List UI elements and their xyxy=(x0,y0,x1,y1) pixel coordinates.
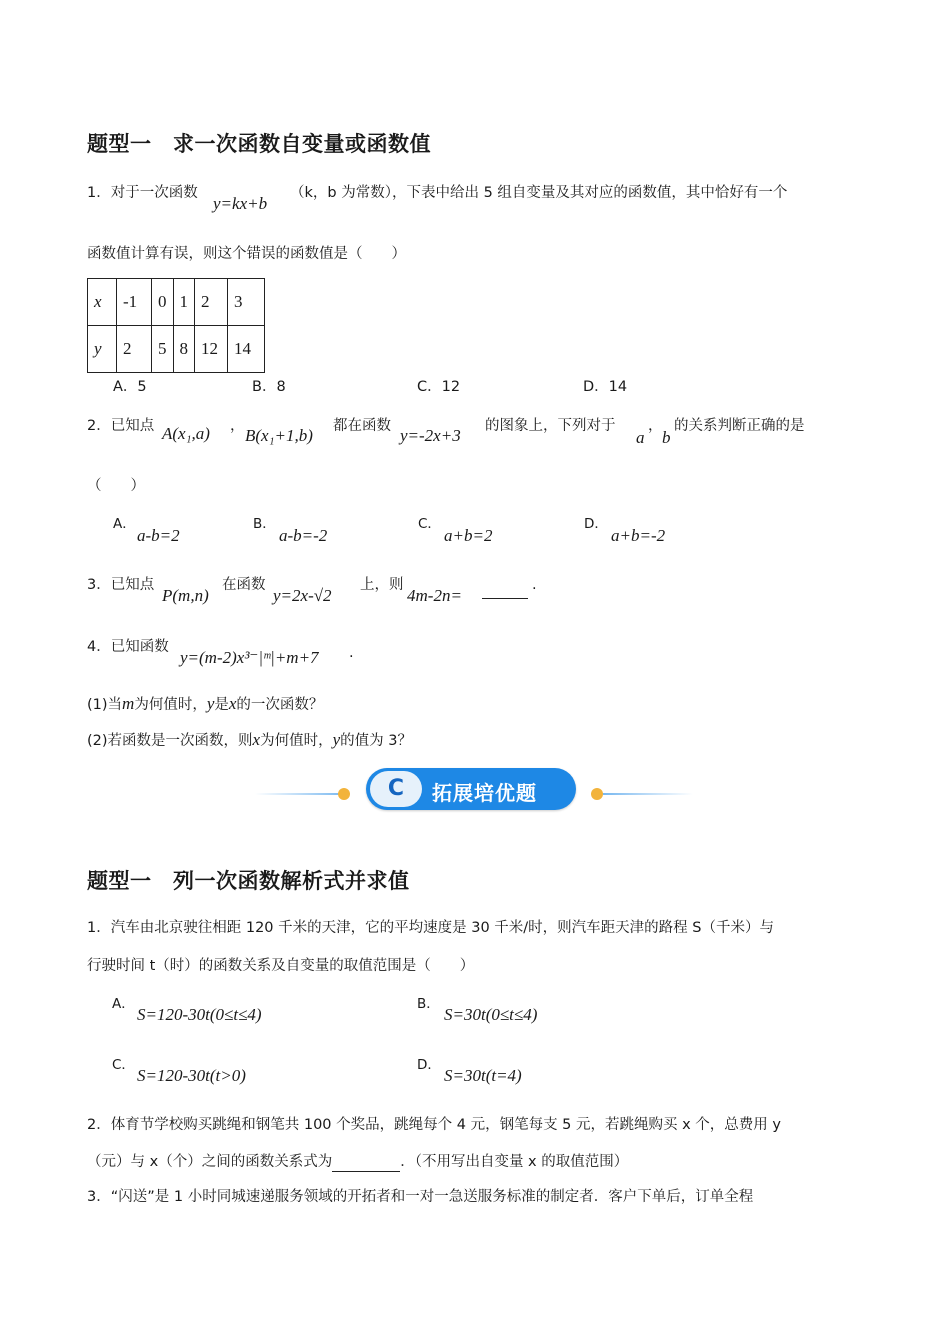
formula: B(x₁+1,b) xyxy=(245,426,313,445)
option-c-formula[interactable]: S=120-30t(t>0) xyxy=(137,1066,246,1085)
question-text: 已知点 xyxy=(110,577,155,593)
question-text: (2)若函数是一次函数，则 xyxy=(87,733,253,749)
formula: A(x₁,a) xyxy=(162,424,210,443)
formula: y=kx+b xyxy=(213,194,268,213)
question-number: 1． xyxy=(87,185,111,201)
table-header-x: x xyxy=(88,279,117,326)
question-text: 已知点 xyxy=(110,418,155,434)
formula: 4m-2n= xyxy=(407,586,462,605)
table-header-y: y xyxy=(88,326,117,373)
formula: y xyxy=(206,694,215,713)
question-text: 的图象上，下列对于 xyxy=(485,418,616,434)
question-number: 2． xyxy=(87,1117,111,1133)
section-title: 题型一 列一次函数解析式并求值 xyxy=(87,869,410,893)
question-text: （ ） xyxy=(87,478,145,494)
table-cell: 1 xyxy=(173,279,195,326)
table-cell: -1 xyxy=(117,279,152,326)
option-b-label[interactable]: B． xyxy=(417,996,440,1012)
option-d-label[interactable]: D． xyxy=(584,516,608,532)
question-text: 在函数 xyxy=(222,577,266,593)
question-text: 是 xyxy=(214,697,229,713)
question-number: 4． xyxy=(87,639,111,655)
option-a-label[interactable]: A． xyxy=(113,516,136,532)
question-text: 行驶时间 t（时）的函数关系及自变量的取值范围是（ ） xyxy=(87,958,475,974)
option-b-formula[interactable]: a-b=-2 xyxy=(279,526,328,545)
question-text: . xyxy=(349,645,354,661)
question-text: 都在函数 xyxy=(333,418,391,434)
question-1 xyxy=(87,918,774,938)
question-text: “闪送”是 1 小时同城速递服务领域的开拓者和一对一急送服务标准的制定者．客户下单后，订单全程 xyxy=(110,1189,754,1205)
answer-blank[interactable] xyxy=(332,1157,400,1172)
table-row xyxy=(88,279,265,326)
question-text: . xyxy=(532,577,537,593)
question-text: （k，b 为常数），下表中给出 5 组自变量及其对应的函数值，其中恰好有一个 xyxy=(290,185,788,201)
option-b-label[interactable]: B． xyxy=(253,516,276,532)
table-cell: 0 xyxy=(152,279,174,326)
option-d-label[interactable]: D． xyxy=(417,1057,441,1073)
question-text: 对于一次函数 xyxy=(110,185,198,201)
formula: a xyxy=(636,428,645,447)
question-text: 上，则 xyxy=(360,577,404,593)
question-text: 函数值计算有误，则这个错误的函数值是（ ） xyxy=(87,246,406,262)
option-d-formula[interactable]: a+b=-2 xyxy=(611,526,666,545)
option-b[interactable]: B．8 xyxy=(252,379,286,395)
option-d-formula[interactable]: S=30t(t=4) xyxy=(444,1066,522,1085)
formula: P(m,n) xyxy=(162,586,209,605)
option-d[interactable]: D．14 xyxy=(583,379,628,395)
formula: x xyxy=(228,694,237,713)
table-cell: 2 xyxy=(195,279,228,326)
option-a-label[interactable]: A． xyxy=(112,996,135,1012)
formula: b xyxy=(662,428,671,447)
option-a-formula[interactable]: S=120-30t(0≤t≤4) xyxy=(137,1005,262,1024)
value-table xyxy=(87,278,265,373)
formula: y=2x-√2 xyxy=(273,586,332,605)
question-text: （元）与 x（个）之间的函数关系式为 xyxy=(87,1154,333,1170)
table-cell: 5 xyxy=(152,326,174,373)
banner-letter: C xyxy=(370,771,422,807)
table-row xyxy=(88,326,265,373)
table-cell: 3 xyxy=(228,279,265,326)
formula: x xyxy=(252,730,261,749)
table-cell: 2 xyxy=(117,326,152,373)
question-text: 为何值时， xyxy=(260,733,333,749)
question-1 xyxy=(87,183,198,203)
question-text: 的关系判断正确的是 xyxy=(674,418,805,434)
option-c-formula[interactable]: a+b=2 xyxy=(444,526,493,545)
table-cell: 12 xyxy=(195,326,228,373)
question-number: 2． xyxy=(87,418,111,434)
question-number: 3． xyxy=(87,1189,111,1205)
question-text-line2 xyxy=(87,1152,628,1172)
banner-line-left xyxy=(255,793,345,795)
question-text: 汽车由北京驶往相距 120 千米的天津，它的平均速度是 30 千米/时，则汽车距天津的路程 S（千米）与 xyxy=(110,920,774,936)
question-3 xyxy=(87,575,154,595)
formula: y=(m-2)x³⁻|ᵐ|+m+7 xyxy=(180,648,319,667)
option-a-formula[interactable]: a-b=2 xyxy=(137,526,180,545)
question-text: 的值为 3？ xyxy=(340,733,412,749)
formula: y xyxy=(332,730,341,749)
section-title: 题型一 求一次函数自变量或函数值 xyxy=(87,132,431,156)
option-c-label[interactable]: C． xyxy=(112,1057,135,1073)
sub-question-1 xyxy=(87,694,323,715)
option-c-label[interactable]: C． xyxy=(418,516,441,532)
banner-dot-right xyxy=(591,788,603,800)
answer-blank[interactable] xyxy=(482,580,528,599)
option-c[interactable]: C．12 xyxy=(417,379,461,395)
banner-dot-left xyxy=(338,788,350,800)
question-text: 体育节学校购买跳绳和钢笔共 100 个奖品，跳绳每个 4 元，钢笔每支 5 元，若跳绳购买 x 个，总费用 y xyxy=(110,1117,782,1133)
question-4 xyxy=(87,637,169,657)
question-number: 3． xyxy=(87,577,111,593)
question-2 xyxy=(87,416,154,436)
question-text: 为何值时， xyxy=(134,697,207,713)
formula: m xyxy=(122,694,135,713)
question-text: ．（不用写出自变量 x 的取值范围） xyxy=(400,1154,629,1170)
formula: y=-2x+3 xyxy=(400,426,461,445)
table-cell: 14 xyxy=(228,326,265,373)
question-text: 的一次函数？ xyxy=(236,697,324,713)
banner-line-right xyxy=(603,793,693,795)
question-3 xyxy=(87,1187,753,1207)
question-text: ， xyxy=(648,418,663,434)
question-text: (1)当 xyxy=(87,697,123,713)
option-a[interactable]: A．5 xyxy=(113,379,147,395)
question-number: 1． xyxy=(87,920,111,936)
banner-title: 拓展培优题 xyxy=(432,781,537,805)
option-b-formula[interactable]: S=30t(0≤t≤4) xyxy=(444,1005,538,1024)
table-cell: 8 xyxy=(173,326,195,373)
question-text: 已知函数 xyxy=(110,639,169,655)
sub-question-2 xyxy=(87,730,412,751)
question-text: ， xyxy=(230,418,245,434)
question-2 xyxy=(87,1115,781,1135)
